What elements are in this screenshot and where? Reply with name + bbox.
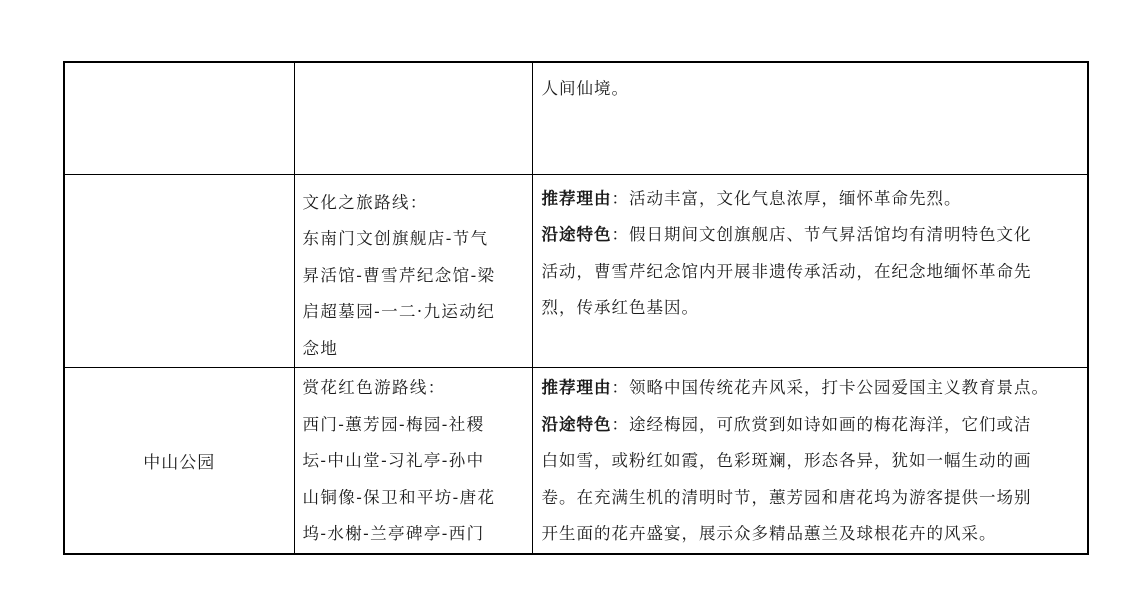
feature-text: ：途经梅园，可欣赏到如诗如画的梅花海洋，它们或洁 [611,414,1032,434]
reason-line [542,370,1080,407]
reason-label: 推荐理由 [541,188,612,208]
feature-line [542,407,1080,444]
route-cell [294,368,532,554]
feature-line: 卷。在充满生机的清明时节，蕙芳园和唐花坞为游客提供一场别 [541,487,1032,507]
route-cell [294,62,532,174]
route-line: 东南门文创旗舰店-节气 [302,229,489,248]
table-row [64,174,1088,368]
feature-label: 沿途特色 [541,225,612,244]
detail-cell [532,368,1088,554]
detail-cell [532,62,1088,174]
route-title: 文化之旅路线： [302,192,428,212]
route-line: 启超墓园-一二·九运动纪 [302,302,496,321]
detail-cell [532,174,1088,368]
feature-line: 白如雪，或粉红如霞，色彩斑斓，形态各异，犹如一幅生动的画 [541,451,1032,470]
park-cell [64,174,294,368]
feature-label: 沿途特色 [541,414,612,434]
feature-line: 活动，曹雪芹纪念馆内开展非遗传承活动，在纪念地缅怀革命先 [541,261,1032,281]
park-name: 中山公园 [143,452,216,473]
park-cell [64,368,294,554]
table-row [64,368,1088,554]
park-cell [64,62,294,174]
route-line: 山铜像-保卫和平坊-唐花 [302,487,496,507]
detail-line: 人间仙境。 [541,79,629,98]
route-line: 坛-中山堂-习礼亭-孙中 [302,451,485,470]
route-line: 西门-蕙芳园-梅园-社稷 [302,414,485,434]
reason-text: ：活动丰富，文化气息浓厚，缅怀革命先烈。 [611,188,962,208]
feature-line: 烈，传承红色基因。 [541,298,699,317]
route-cell [294,174,532,368]
reason-text: ：领略中国传统花卉风采，打卡公园爱国主义教育景点。 [611,378,1049,397]
route-line: 坞-水榭-兰亭碑亭-西门 [302,524,485,543]
route-line: 念地 [302,338,339,358]
feature-text: ：假日期间文创旗舰店、节气昇活馆均有清明特色文化 [611,225,1032,244]
route-table [63,61,1089,555]
reason-label: 推荐理由 [541,378,612,397]
route-title: 赏花红色游路线： [302,378,446,397]
feature-line: 开生面的花卉盛宴，展示众多精品蕙兰及球根花卉的风采。 [541,524,997,543]
table-row [64,62,1088,174]
route-line: 昇活馆-曹雪芹纪念馆-梁 [302,265,496,285]
feature-line [542,217,1080,254]
reason-line [542,181,1080,218]
